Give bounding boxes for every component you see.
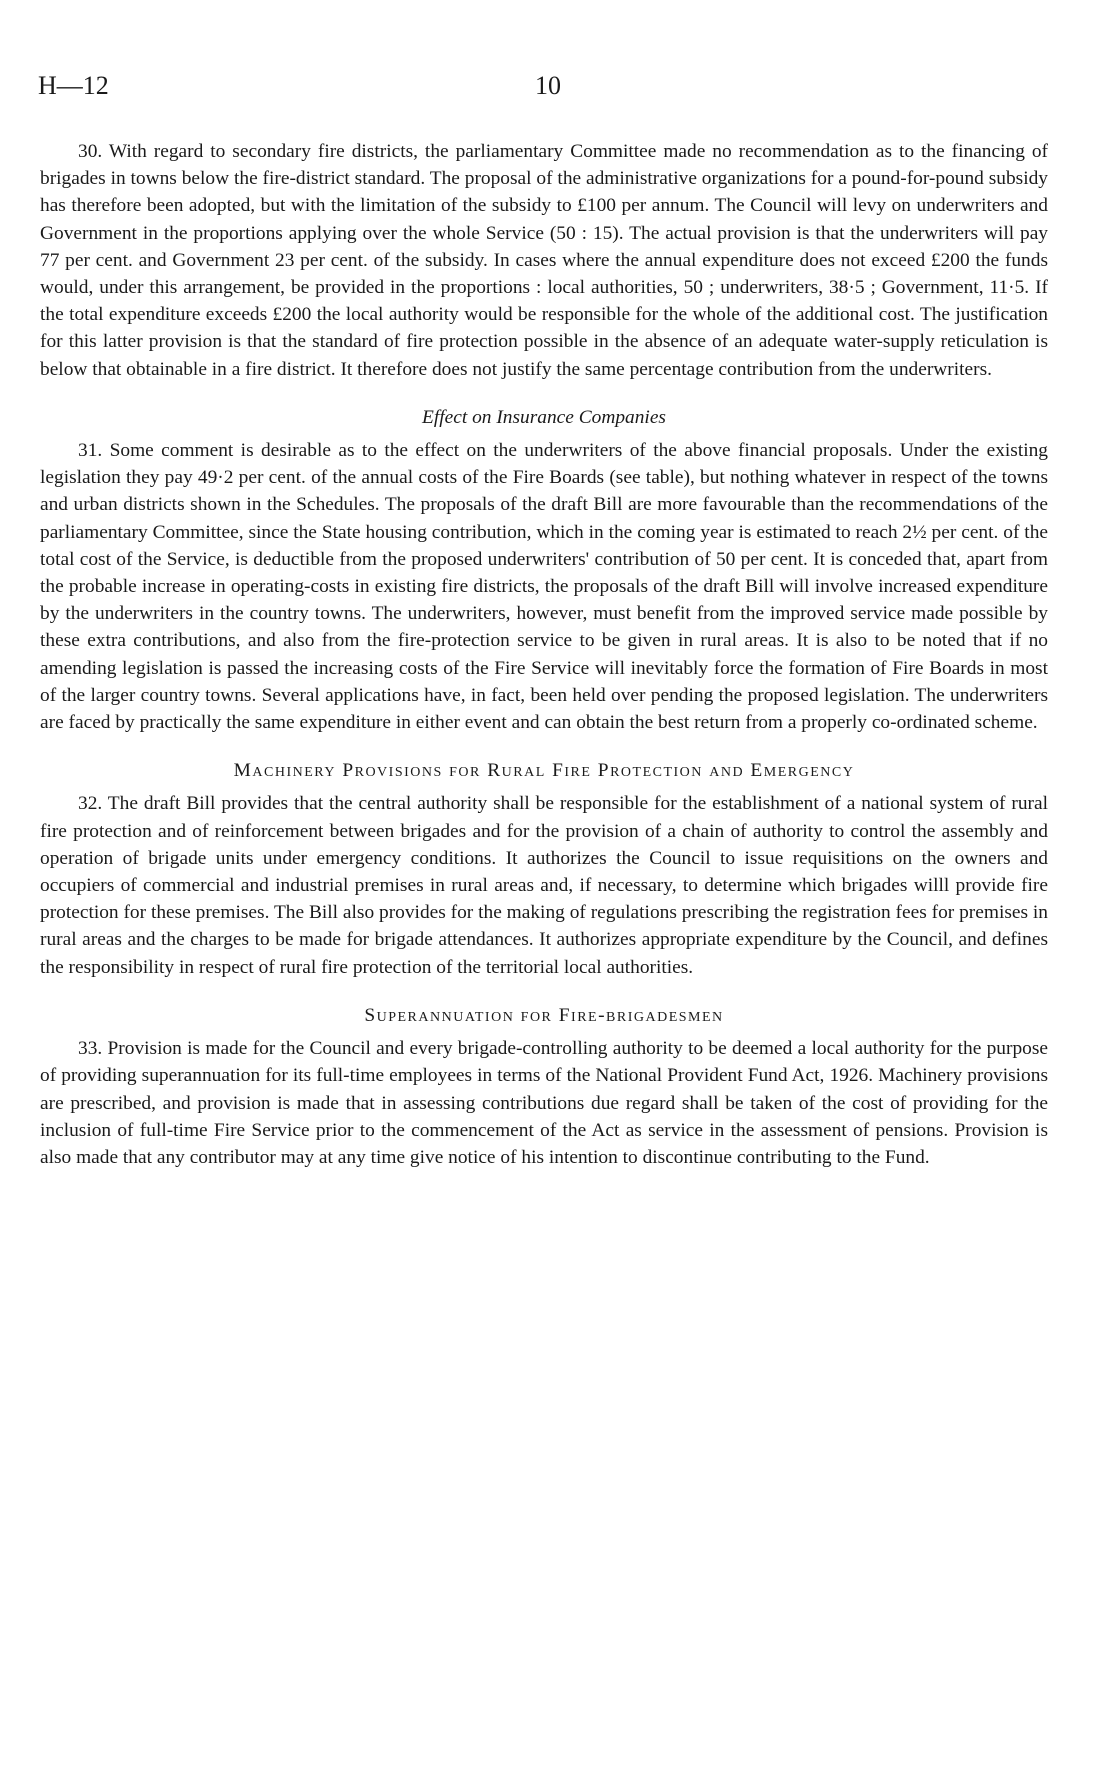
section-heading-insurance: Effect on Insurance Companies (422, 406, 666, 428)
section-heading-rural-fire: Machinery Provisions for Rural Fire Protection and Emergency (233, 760, 855, 782)
document-body (40, 138, 1048, 1171)
page-header (38, 68, 1038, 104)
page-number: 10 (535, 71, 561, 100)
document-reference: H—12 (38, 71, 109, 100)
section-heading-superannuation: Superannuation for Fire-brigadesmen (364, 1004, 724, 1026)
paragraph-33: 33. Provision is made for the Council and every brigade-controlling authority to be deemed a local authority for the purpose of providing superannuation for its full-time employees in terms of the National Provident Fund Act, 1926. Machinery provisions are prescribed, and provision is made that in assessing contributions due regard shall be taken of the cost of providing for the inclusion of full-time Fire Service prior to the commencement of the Act as service in the assessment of pensions. Provision is also made that any contributor may at any time give notice of his intention to discontinue contributing to the Fund. (40, 1038, 1048, 1168)
paragraph-30: 30. With regard to secondary fire districts, the parliamentary Committee made no recommendation as to the financing of brigades in towns below the fire-district standard. The proposal of the administrative organizations for a pound-for-pound subsidy has therefore been adopted, but with the limitation of the subsidy to £100 per annum. The Council will levy on underwriters and Government in the proportions applying over the whole Service (50 : 15). The actual provision is that the underwriters will pay 77 per cent. and Government 23 per cent. of the subsidy. In cases where the annual expenditure does not exceed £200 the funds would, under this arrangement, be provided in the proportions : local authorities, 50 ; underwriters, 38·5 ; Government, 11·5. If the total expenditure exceeds £200 the local authority would be responsible for the whole of the additional cost. The justification for this latter provision is that the standard of fire protection possible in the absence of an adequate water-supply reticulation is below that obtainable in a fire district. It therefore does not justify the same percentage contribution from the underwriters. (40, 141, 1048, 380)
paragraph-31: 31. Some comment is desirable as to the effect on the underwriters of the above financial proposals. Under the existing legislation they pay 49·2 per cent. of the annual costs of the Fire Boards (see table), but nothing whatever in respect of the towns and urban districts shown in the Schedules. The proposals of the draft Bill are more favourable than the recommendations of the parliamentary Committee, since the State housing contribution, which in the coming year is estimated to reach 2½ per cent. of the total cost of the Service, is deductible from the proposed underwriters' contribution of 50 per cent. It is conceded that, apart from the probable increase in operating-costs in existing fire districts, the proposals of the draft Bill will involve increased expenditure by the underwriters in the country towns. The underwriters, however, must benefit from the improved service made possible by these extra contributions, and also from the fire-protection service to be given in rural areas. It is also to be noted that if no amending legislation is passed the increasing costs of the Fire Service will inevitably force the formation of Fire Boards in most of the larger country towns. Several applications have, in fact, been held over pending the proposed legislation. The underwriters are faced by practically the same expenditure in either event and can obtain the best return from a properly co-ordinated scheme. (40, 440, 1048, 734)
paragraph-32: 32. The draft Bill provides that the central authority shall be responsible for the establishment of a national system of rural fire protection and of reinforcement between brigades and for the provision of a chain of authority to control the assembly and operation of brigade units under emergency conditions. It authorizes the Council to issue requisitions on the owners and occupiers of commercial and industrial premises in rural areas and, if necessary, to determine which brigades willl provide fire protection for these premises. The Bill also provides for the making of regulations prescribing the registration fees for premises in rural areas and the charges to be made for brigade attendances. It authorizes appropriate expenditure by the Council, and defines the responsibility in respect of rural fire protection of the territorial local authorities. (40, 793, 1048, 978)
